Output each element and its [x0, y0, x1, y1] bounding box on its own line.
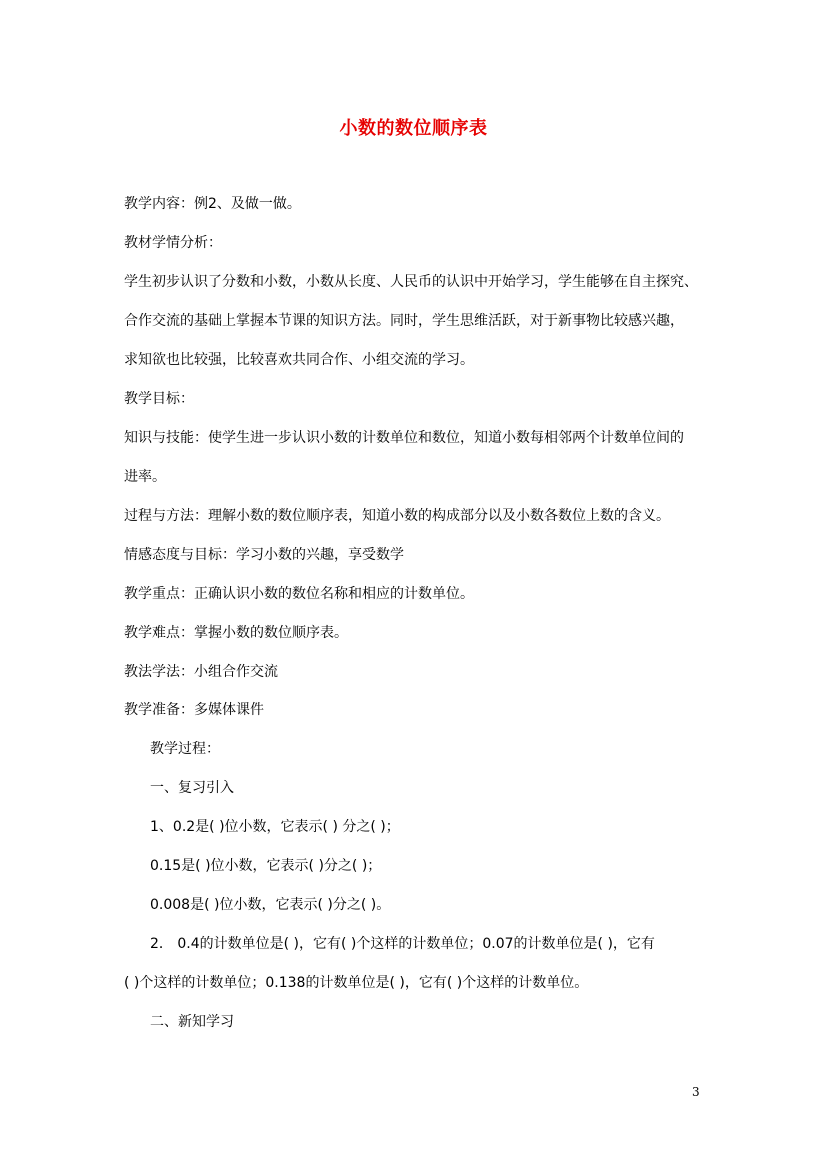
- text-line-knowledge-skills-cont: 进率。: [124, 469, 166, 485]
- text-line-analysis-1: 学生初步认识了分数和小数，小数从长度、人民币的认识中开始学习，学生能够在自主探究、: [124, 274, 698, 290]
- text-line-section-review: 一、复习引入: [150, 780, 234, 796]
- text-line-preparation: 教学准备：多媒体课件: [124, 702, 264, 718]
- text-line-question-1a: 1、0.2是( )位小数，它表示( ) 分之( )；: [150, 819, 400, 835]
- text-line-process-heading: 教学过程：: [150, 741, 220, 757]
- text-line-question-1b: 0.15是( )位小数，它表示( )分之( )；: [150, 858, 382, 874]
- text-line-key-point: 教学重点：正确认识小数的数位名称和相应的计数单位。: [124, 586, 474, 602]
- text-line-process-method: 过程与方法：理解小数的数位顺序表，知道小数的构成部分以及小数各数位上数的含义。: [124, 508, 670, 524]
- text-line-question-1c: 0.008是( )位小数，它表示( )分之( )。: [150, 897, 391, 913]
- text-line-teaching-content: 教学内容：例2、及做一做。: [124, 196, 301, 212]
- text-line-emotion-goal: 情感态度与目标：学习小数的兴趣，享受数学: [124, 547, 404, 563]
- text-line-analysis-2: 合作交流的基础上掌握本节课的知识方法。同时，学生思维活跃，对于新事物比较感兴趣，: [124, 313, 684, 329]
- text-line-analysis-heading: 教材学情分析：: [124, 235, 222, 251]
- page-number: 3: [692, 1085, 700, 1099]
- text-line-goals-heading: 教学目标：: [124, 391, 194, 407]
- text-line-section-new-knowledge: 二、新知学习: [150, 1014, 234, 1030]
- text-line-question-2b: ( )个这样的计数单位；0.138的计数单位是( )，它有( )个这样的计数单位。: [124, 975, 589, 991]
- text-line-question-2a: 2． 0.4的计数单位是( )，它有( )个这样的计数单位；0.07的计数单位是( )，它有: [150, 936, 655, 952]
- text-line-teaching-method: 教法学法：小组合作交流: [124, 664, 278, 680]
- text-line-knowledge-skills: 知识与技能：使学生进一步认识小数的计数单位和数位，知道小数每相邻两个计数单位间的: [124, 430, 684, 446]
- document-title: 小数的数位顺序表: [339, 118, 488, 139]
- text-line-analysis-3: 求知欲也比较强，比较喜欢共同合作、小组交流的学习。: [124, 352, 474, 368]
- text-line-difficult-point: 教学难点：掌握小数的数位顺序表。: [124, 625, 348, 641]
